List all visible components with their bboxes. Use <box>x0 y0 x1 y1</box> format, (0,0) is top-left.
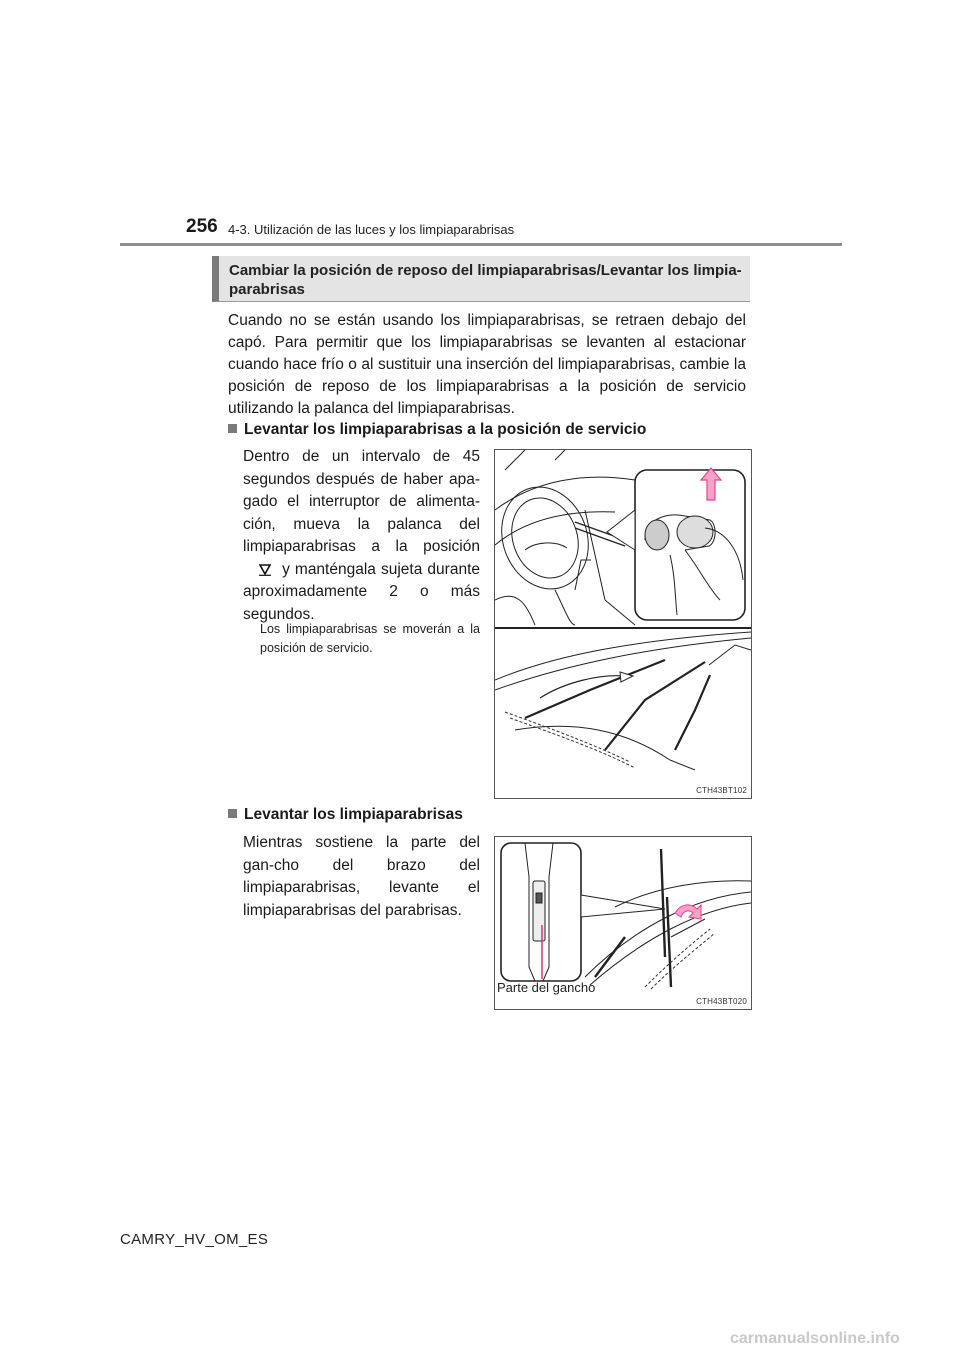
service-position-icon <box>259 564 271 576</box>
instructions-part-1: Dentro de un intervalo de 45 segundos después de haber apa-gado el interruptor de alimenta-ción, mueva la palanca del limpiaparabrisas a la posición <box>243 448 480 555</box>
header-divider <box>120 243 842 246</box>
figure-code-2: CTH43BT020 <box>696 997 747 1006</box>
section-title-box <box>212 256 750 302</box>
lift-wipers-heading <box>228 806 463 824</box>
intro-paragraph: Cuando no se están usando los limpiaparabrisas, se retraen debajo del capó. Para permitir que los limpiaparabrisas se levanten al estacionar cuando hace frío o al sustituir una inserción del limpiaparabrisas, cambie la posición de reposo de los limpiaparabrisas a la posición de servicio utilizando la palanca del limpiaparabrisas. <box>228 312 746 417</box>
square-bullet-icon <box>228 809 237 818</box>
instructions-part-2: y manténgala sujeta durante aproximadamente 2 o más segundos. <box>243 560 480 623</box>
manual-code: CAMRY_HV_OM_ES <box>120 1231 269 1248</box>
square-bullet-icon <box>228 424 237 433</box>
figure-wiper-lever <box>494 449 752 799</box>
service-position-heading-text: Levantar los limpiaparabrisas a la posición de servicio <box>244 421 647 438</box>
service-position-note: Los limpiaparabrisas se moverán a la posición de servicio. <box>260 622 480 655</box>
service-position-heading <box>228 421 646 439</box>
lift-wipers-heading-text: Levantar los limpiaparabrisas <box>244 806 463 823</box>
lift-wipers-instructions: Mientras sostiene la parte del gan-cho del brazo del limpiaparabrisas, levante el limpiaparabrisas del parabrisas. <box>243 834 480 919</box>
watermark: carmanualsonline.info <box>730 1330 900 1347</box>
section-title: Cambiar la posición de reposo del limpiaparabrisas/Levantar los limpia-parabrisas <box>229 262 742 298</box>
hook-part-callout: Parte del gancho <box>497 980 596 995</box>
service-position-instructions <box>243 446 480 626</box>
figure-wiper-lever-illustration <box>495 450 751 798</box>
figure-code-1: CTH43BT102 <box>696 786 747 795</box>
section-header: 4-3. Utilización de las luces y los limpiaparabrisas <box>228 222 515 237</box>
figure-lift-wipers <box>494 836 752 1010</box>
page-number: 256 <box>186 216 218 237</box>
